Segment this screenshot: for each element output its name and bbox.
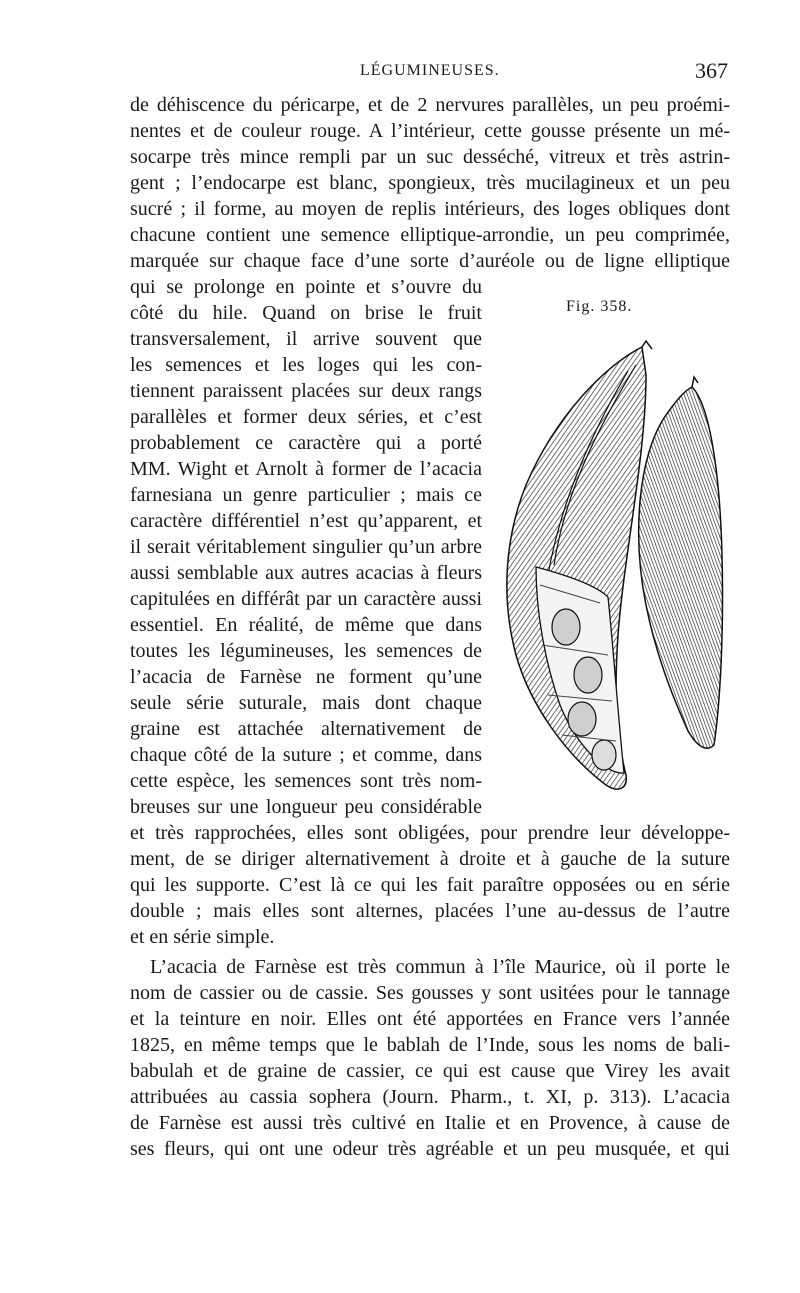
text-line: nentes et de couleur rouge. A l’intérieur, cette gousse présente un mé- — [130, 120, 730, 142]
text-line: côté du hile. Quand on brise le fruit — [130, 302, 482, 324]
text-line: probablement ce caractère qui a porté — [130, 432, 482, 454]
figure-label: Fig. 358. — [566, 298, 633, 315]
text-line: graine est attachée alternativement de — [130, 718, 482, 740]
text-line: et très rapprochées, elles sont obligées, pour prendre leur développe- — [130, 822, 730, 844]
seed — [592, 740, 616, 770]
text-line: essentiel. En réalité, de même que dans — [130, 614, 482, 636]
text-line: sucré ; il forme, au moyen de replis intérieurs, des loges obliques dont — [130, 198, 730, 220]
text-line: aussi semblable aux autres acacias à fleurs — [130, 562, 482, 584]
seed — [552, 609, 580, 645]
text-line: chacune contient une semence elliptique-arrondie, un peu comprimée, — [130, 224, 730, 246]
text-line: gent ; l’endocarpe est blanc, spongieux, très mucilagineux et un peu — [130, 172, 730, 194]
text-line: et la teinture en noir. Elles ont été apportées en France vers l’année — [130, 1008, 730, 1030]
text-line: toutes les légumineuses, les semences de — [130, 640, 482, 662]
seed-pods-illustration — [496, 335, 730, 805]
text-line: attribuées au cassia sophera (Journ. Pharm., t. XI, p. 313). L’acacia — [130, 1086, 730, 1108]
text-line: ment, de se diriger alternativement à droite et à gauche de la suture — [130, 848, 730, 870]
seed — [574, 657, 602, 693]
text-line: de Farnèse est aussi très cultivé en Italie et en Provence, à cause de — [130, 1112, 730, 1134]
text-line: marquée sur chaque face d’une sorte d’auréole ou de ligne elliptique — [130, 250, 730, 272]
text-line: socarpe très mince rempli par un suc desséché, vitreux et très astrin- — [130, 146, 730, 168]
text-line: breuses sur une longueur peu considérable — [130, 796, 482, 818]
text-line: chaque côté de la suture ; et comme, dans — [130, 744, 482, 766]
text-line: il serait véritablement singulier qu’un arbre — [130, 536, 482, 558]
text-line: qui les supporte. C’est là ce qui les fait paraître opposées ou en série — [130, 874, 730, 896]
text-line: MM. Wight et Arnolt à former de l’acacia — [130, 458, 482, 480]
text-line: seule série suturale, mais dont chaque — [130, 692, 482, 714]
running-head: LÉGUMINEUSES. — [360, 62, 500, 79]
text-line: double ; mais elles sont alternes, placées l’une au-dessus de l’autre — [130, 900, 730, 922]
seed — [568, 702, 596, 736]
text-line: les semences et les loges qui les con- — [130, 354, 482, 376]
text-line: de déhiscence du péricarpe, et de 2 nervures parallèles, un peu proémi- — [130, 94, 730, 116]
text-line: parallèles et former deux séries, et c’est — [130, 406, 482, 428]
page-number: 367 — [695, 58, 728, 83]
text-line: transversalement, il arrive souvent que — [130, 328, 482, 350]
text-line: capitulées en différât par un caractère aussi — [130, 588, 482, 610]
page-header — [130, 58, 728, 92]
text-line: nom de cassier ou de cassie. Ses gousses y sont usitées pour le tannage — [130, 982, 730, 1004]
text-line: l’acacia de Farnèse ne forment qu’une — [130, 666, 482, 688]
text-line: caractère différentiel n’est qu’apparent, et — [130, 510, 482, 532]
opened-pod — [507, 341, 652, 789]
text-line: 1825, en même temps que le bablah de l’Inde, sous les noms de bali- — [130, 1034, 730, 1056]
text-line: farnesiana un genre particulier ; mais ce — [130, 484, 482, 506]
text-line: L’acacia de Farnèse est très commun à l’île Maurice, où il porte le — [150, 956, 730, 978]
text-line: qui se prolonge en pointe et s’ouvre du — [130, 276, 482, 298]
text-line: cette espèce, les semences sont très nom- — [130, 770, 482, 792]
whole-pod — [639, 377, 723, 748]
text-line: tiennent paraissent placées sur deux rangs — [130, 380, 482, 402]
text-line: et en série simple. — [130, 926, 275, 948]
text-line: babulah et de graine de cassier, ce qui est cause que Virey les avait — [130, 1060, 730, 1082]
text-line: ses fleurs, qui ont une odeur très agréable et un peu musquée, et qui — [130, 1138, 730, 1160]
